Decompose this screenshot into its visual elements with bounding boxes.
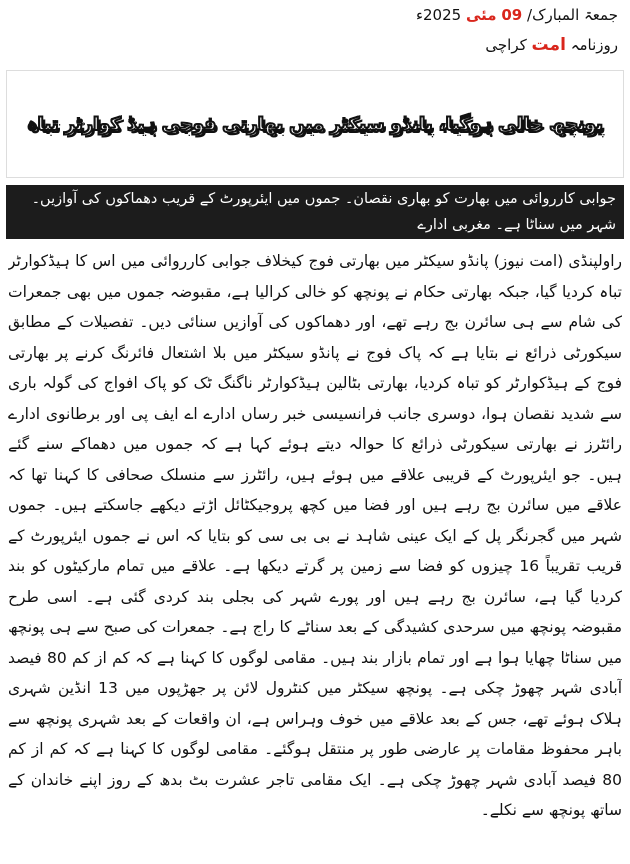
dateline-month: مئی [465, 6, 497, 24]
headline: پونچھ خالی ہوگیا، پانڈو سیکٹر میں بھارتی فوجی ہیڈ کوارٹر تباہ [27, 113, 603, 135]
subheadline: جوابی کارروائی میں بھارت کو بھاری نقصان۔ جموں میں ایئرپورٹ کے قریب دھماکوں کی آوازیں۔ شہر میں سناٹا ہے۔ مغربی ادارے [6, 185, 624, 239]
paper-name: امت [531, 35, 566, 55]
article-body: راولپنڈی (امت نیوز) پانڈو سیکٹر میں بھارتی فوج کیخلاف جوابی کارروائی میں اس کا ہیڈکوارٹر تباہ کردیا گیا، جبکہ بھارتی حکام نے پونچھ کو خالی کرالیا ہے، مقبوضہ جموں میں بھی جمعرات کی شام سے ہی سائرن بج رہے تھے، اور دھماکوں کی آوازیں سنائی دیں۔ تفصیلات کے مطابق سیکورٹی ذرائع نے بتایا ہے کہ پاک فوج نے پانڈو سیکٹر میں بلا اشتعال فائرنگ کرنے پر بھارتی فوج کے ہیڈکوارٹر کو تباہ کردیا، بھارتی بٹالین ہیڈکوارٹر ناگنگ ٹک کو پاک افواج کی گولہ باری سے شدید نقصان ہوا، دوسری جانب فرانسیسی خبر رساں ادارے اے ایف پی اور برطانوی ادارے رائٹرز نے بھارتی سیکورٹی ذرائع کا حوالہ دیتے ہوئے کہا ہے کہ جموں میں دھماکے سنے گئے ہیں۔ جو ایئرپورٹ کے قریبی علاقے میں ہوئے ہیں، رائٹرز سے منسلک صحافی کا کہنا تھا کہ علاقے میں سائرن بج رہے ہیں اور فضا میں کچھ پروجیکٹائل اڑتے دیکھے جاسکتے ہیں۔ جموں شہر میں گجرنگر پل کے ایک عینی شاہد نے بی بی سی کو بتایا کہ اس نے جموں ایئرپورٹ کے قریب تقریباً 16 چیزوں کو فضا سے زمین پر گرتے دیکھا ہے۔ علاقے میں تمام مارکیٹوں کو بند کردیا گیا ہے، سائرن بج رہے ہیں اور پورے شہر کی بجلی بند کردی گئی ہے۔ اسی طرح مقبوضہ پونچھ میں سرحدی کشیدگی کے بعد سناٹے کا راج ہے۔ جمعرات کی صبح سے ہی پونچھ میں سناٹا چھایا ہوا ہے اور تمام بازار بند ہیں۔ مقامی لوگوں کا کہنا ہے کہ کم از کم 80 فیصد آبادی شہر چھوڑ چکی ہے۔ پونچھ سیکٹر میں کنٹرول لائن پر جھڑپوں میں 13 انڈین شہری ہلاک ہوئے تھے، جس کے بعد علاقے میں خوف وہراس ہے، ان واقعات کے بعد شہری پونچھ سے باہر محفوظ مقامات پر عارضی طور پر منتقل ہوگئے۔ مقامی لوگوں کا کہنا ہے کہ کم از کم 80 فیصد آبادی شہر چھوڑ چکی ہے۔ ایک مقامی تاجر عشرت بٹ بدھ کے روز اپنے خاندان کے ساتھ پونچھ سے نکلے۔ [8, 252, 622, 819]
paper-prefix: روزنامہ [570, 36, 618, 54]
dateline-day: جمعۃ المبارک [532, 6, 618, 24]
dateline-date-number: 09 [501, 6, 523, 24]
dateline [390, 6, 618, 24]
headline-banner [6, 70, 624, 178]
paper-city: کراچی [485, 36, 527, 54]
dateline-separator: / [527, 6, 533, 24]
dateline-year: 2025ء [415, 6, 462, 24]
newspaper-name-line [390, 36, 618, 54]
